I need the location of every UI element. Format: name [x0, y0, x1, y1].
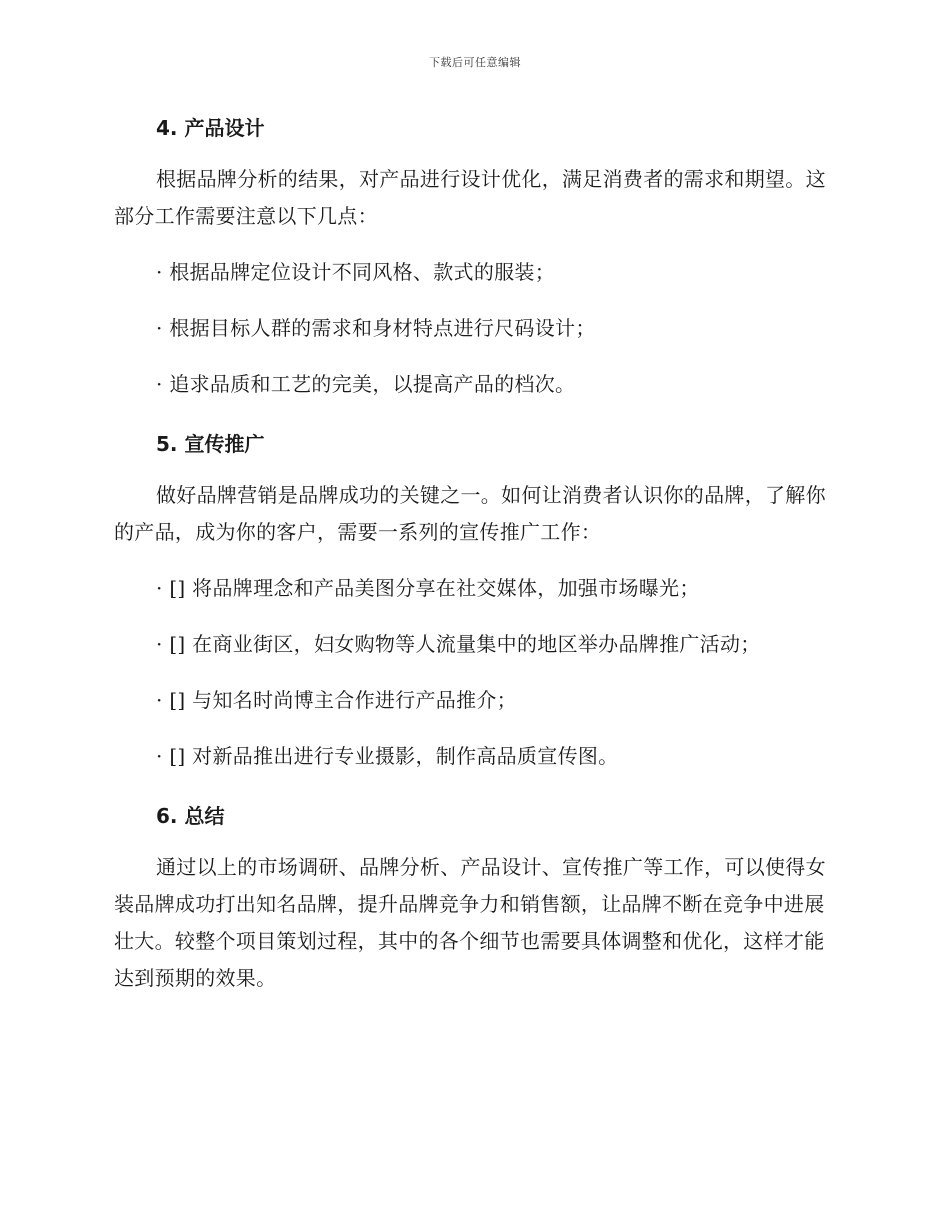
bullet-item: · [] 与知名时尚博主合作进行产品推介； [156, 688, 517, 712]
section-heading: 6. 总结 [156, 804, 225, 828]
section-promotion [114, 422, 834, 775]
bullet-item: · [] 在商业街区，妇女购物等人流量集中的地区举办品牌推广活动； [156, 632, 761, 656]
section-paragraph: 做好品牌营销是品牌成功的关键之一。如何让消费者认识你的品牌，了解你的产品，成为你的客户，需要一系列的宣传推广工作： [114, 483, 826, 544]
bullet-item: · 根据品牌定位设计不同风格、款式的服装； [156, 260, 556, 284]
section-heading: 5. 宣传推广 [156, 432, 265, 456]
bullet-item: · [] 对新品推出进行专业摄影，制作高品质宣传图。 [156, 744, 619, 768]
section-heading: 4. 产品设计 [156, 116, 265, 140]
document-body [114, 106, 834, 1016]
section-paragraph: 根据品牌分析的结果，对产品进行设计优化，满足消费者的需求和期望。这部分工作需要注意以下几点： [114, 167, 826, 228]
bullet-item: · [] 将品牌理念和产品美图分享在社交媒体，加强市场曝光； [156, 576, 700, 600]
section-summary [114, 794, 834, 997]
page-header: 下载后可任意编辑 [429, 56, 521, 69]
bullet-item: · 根据目标人群的需求和身材特点进行尺码设计； [156, 316, 596, 340]
section-product-design [114, 106, 834, 403]
section-paragraph: 通过以上的市场调研、品牌分析、产品设计、宣传推广等工作，可以使得女装品牌成功打出知名品牌，提升品牌竞争力和销售额，让品牌不断在竞争中进展壮大。较整个项目策划过程，其中的各个细节也需要具体调整和优化，这样才能达到预期的效果。 [114, 855, 826, 990]
bullet-item: · 追求品质和工艺的完美，以提高产品的档次。 [156, 372, 576, 396]
